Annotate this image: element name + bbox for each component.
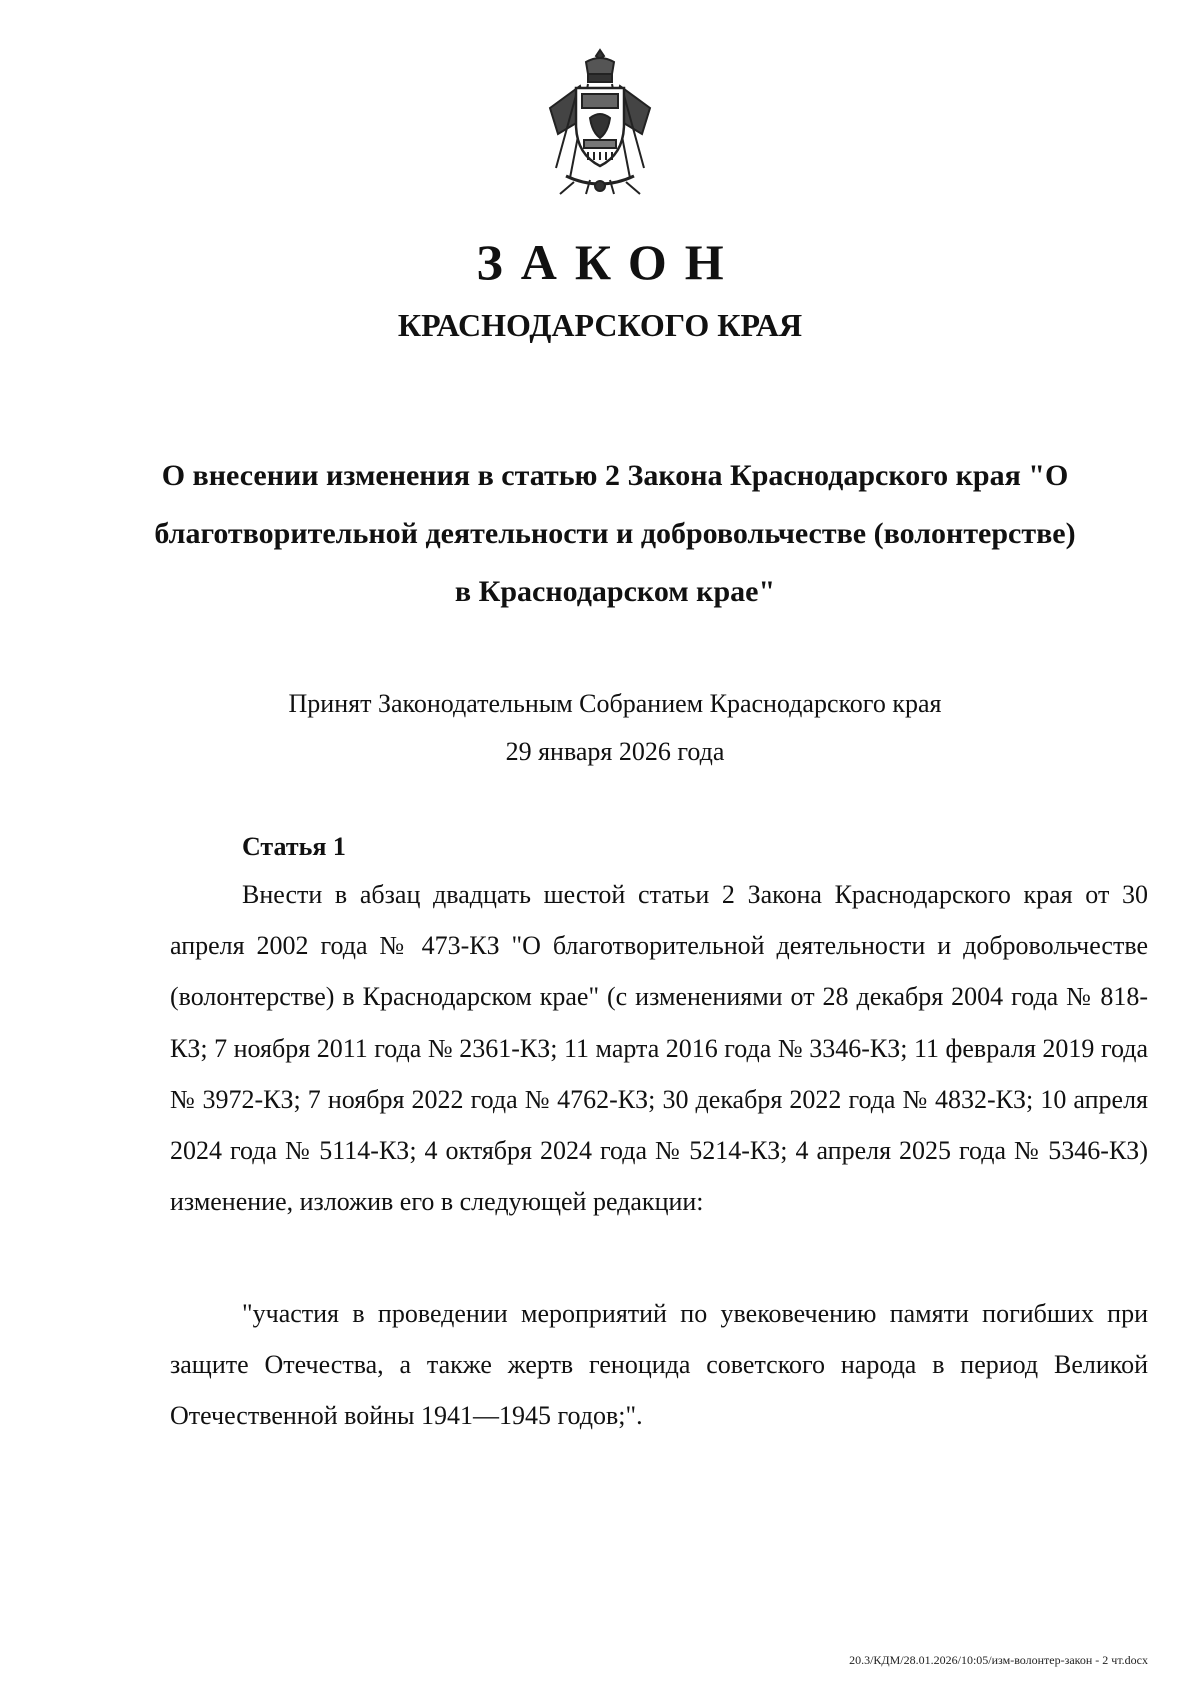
adopted-date: 29 января 2026 года	[505, 737, 725, 766]
article-heading: Статья 1	[242, 832, 346, 861]
file-footer: 20.3/КДМ/28.01.2026/10:05/изм-волонтер-закон - 2 чт.docx	[849, 1653, 1148, 1667]
document-subtitle: КРАСНОДАРСКОГО КРАЯ	[397, 307, 803, 343]
article-paragraph-2: "участия в проведении мероприятий по увековечению памяти погибших при защите Отечества, а также жертв геноцида советского народа в период Великой Отечественной войны 1941—1945 годов;".	[170, 1299, 1148, 1431]
coat-of-arms-icon	[530, 48, 670, 198]
law-title: О внесении изменения в статью 2 Закона Краснодарского края "О благотворительной деятельности и добровольчестве (волонтерстве) в Краснодарском крае"	[154, 459, 1076, 608]
document-title: ЗАКОН	[476, 234, 742, 290]
adopted-by: Принят Законодательным Собранием Краснодарского края	[288, 689, 942, 718]
adoption-block	[150, 680, 1080, 776]
article-paragraph-1: Внести в абзац двадцать шестой статьи 2 Закона Краснодарского края от 30 апреля 2002 года № 473-КЗ "О благотворительной деятельности и добровольчестве (волонтерстве) в Краснодарском крае" (с изменениями от 28 декабря 2004 года № 818-КЗ; 7 ноября 2011 года № 2361-КЗ; 11 марта 2016 года № 3346-КЗ; 11 февраля 2019 года № 3972-КЗ; 7 ноября 2022 года № 4762-КЗ; 30 декабря 2022 года № 4832-КЗ; 10 апреля 2024 года № 5114-КЗ; 4 октября 2024 года № 5214-КЗ; 4 апреля 2025 года № 5346-КЗ) изменение, изложив его в следующей редакции:	[170, 880, 1148, 1217]
